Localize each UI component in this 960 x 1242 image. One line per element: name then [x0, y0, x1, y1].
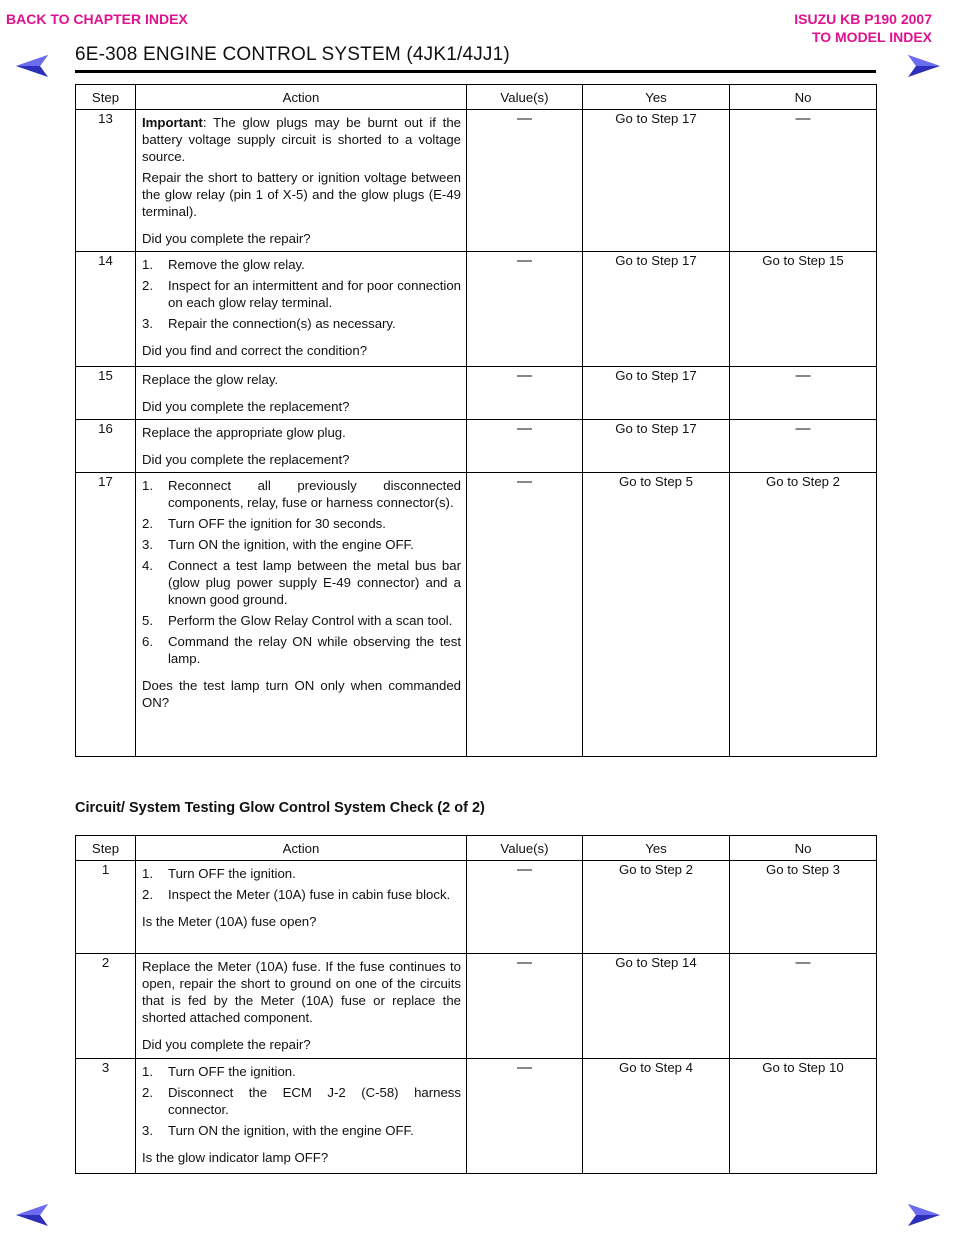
yes-cell: Go to Step 17 [583, 420, 730, 473]
model-title: ISUZU KB P190 2007 [794, 11, 932, 27]
list-item [142, 1122, 461, 1139]
column-header-yes: Yes [583, 836, 730, 861]
list-item-number: 1. [142, 257, 153, 272]
header-divider [75, 70, 876, 73]
list-item-number: 1. [142, 866, 153, 881]
previous-page-arrow-icon[interactable] [14, 52, 50, 80]
column-header-no: No [730, 85, 877, 110]
action-question: Did you find and correct the condition? [142, 343, 368, 358]
list-item [142, 1063, 461, 1080]
section-title: Circuit/ System Testing Glow Control System Check (2 of 2) [75, 800, 485, 816]
next-page-arrow-icon[interactable] [906, 52, 942, 80]
table-row [76, 420, 877, 473]
list-item-text: Turn OFF the ignition. [168, 866, 296, 881]
action-cell [136, 110, 467, 252]
yes-cell: Go to Step 4 [583, 1059, 730, 1174]
table-header-row [76, 836, 877, 861]
step-number: 1 [76, 861, 136, 954]
column-header-step: Step [76, 836, 136, 861]
table-row [76, 367, 877, 420]
action-question: Is the glow indicator lamp OFF? [142, 1150, 329, 1165]
yes-cell: Go to Step 5 [583, 473, 730, 757]
no-cell [730, 110, 877, 252]
action-steps-list [142, 256, 461, 332]
list-item-text: Reconnect all previously disconnected components, relay, fuse or harness connector(s). [168, 478, 461, 510]
list-item-text: Remove the glow relay. [168, 257, 305, 272]
action-question: Does the test lamp turn ON only when commanded ON? [142, 678, 461, 710]
list-item-text: Disconnect the ECM J-2 (C-58) harness connector. [168, 1085, 461, 1117]
list-item-text: Turn ON the ignition, with the engine OFF. [168, 1123, 414, 1138]
action-cell [136, 367, 467, 420]
list-item-number: 2. [142, 278, 153, 293]
step-number: 3 [76, 1059, 136, 1174]
list-item [142, 277, 461, 311]
back-to-chapter-index-link[interactable]: BACK TO CHAPTER INDEX [6, 11, 188, 27]
column-header-action: Action [136, 836, 467, 861]
no-value: — [795, 110, 811, 127]
column-header-values: Value(s) [467, 85, 583, 110]
value-cell: — [467, 473, 583, 757]
no-cell [730, 954, 877, 1059]
yes-cell: Go to Step 17 [583, 110, 730, 252]
table-row [76, 252, 877, 367]
list-item-number: 4. [142, 558, 153, 573]
no-value: — [795, 367, 811, 384]
yes-cell: Go to Step 14 [583, 954, 730, 1059]
list-item [142, 1084, 461, 1118]
list-item [142, 557, 461, 608]
column-header-action: Action [136, 85, 467, 110]
column-header-values: Value(s) [467, 836, 583, 861]
no-value: — [795, 954, 811, 971]
action-cell [136, 954, 467, 1059]
list-item [142, 256, 461, 273]
yes-cell: Go to Step 2 [583, 861, 730, 954]
action-paragraph: Replace the Meter (10A) fuse. If the fuse continues to open, repair the short to ground on one of the circuits that is fed by the Meter (10A) fuse or replace the shorted attached component. [142, 959, 461, 1025]
list-item-number: 5. [142, 613, 153, 628]
previous-page-arrow-icon[interactable] [14, 1201, 50, 1229]
list-item-text: Inspect for an intermittent and for poor connection on each glow relay terminal. [168, 278, 461, 310]
no-value: — [795, 420, 811, 437]
no-cell [730, 367, 877, 420]
table-row [76, 861, 877, 954]
value-cell: — [467, 252, 583, 367]
action-question: Did you complete the repair? [142, 231, 311, 246]
list-item-number: 2. [142, 1085, 153, 1100]
list-item [142, 612, 461, 629]
value-cell: — [467, 110, 583, 252]
list-item-number: 1. [142, 1064, 153, 1079]
diagnostic-table-1 [75, 84, 877, 757]
list-item-number: 3. [142, 537, 153, 552]
value-cell: — [467, 367, 583, 420]
next-page-arrow-icon[interactable] [906, 1201, 942, 1229]
list-item-text: Repair the connection(s) as necessary. [168, 316, 396, 331]
action-question: Did you complete the replacement? [142, 399, 350, 414]
action-cell [136, 252, 467, 367]
no-cell: Go to Step 2 [730, 473, 877, 757]
action-paragraph: Replace the appropriate glow plug. [142, 425, 346, 440]
page-title: 6E-308 ENGINE CONTROL SYSTEM (4JK1/4JJ1) [75, 44, 510, 65]
list-item-text: Inspect the Meter (10A) fuse in cabin fuse block. [168, 887, 451, 902]
no-cell: Go to Step 3 [730, 861, 877, 954]
step-number: 15 [76, 367, 136, 420]
diagnostic-table-2 [75, 835, 877, 1174]
yes-cell: Go to Step 17 [583, 252, 730, 367]
list-item-number: 2. [142, 887, 153, 902]
list-item-number: 6. [142, 634, 153, 649]
step-number: 16 [76, 420, 136, 473]
list-item-text: Connect a test lamp between the metal bus bar (glow plug power supply E-49 connector) and a known good ground. [168, 558, 461, 607]
step-number: 14 [76, 252, 136, 367]
list-item-number: 3. [142, 1123, 153, 1138]
step-number: 2 [76, 954, 136, 1059]
list-item [142, 515, 461, 532]
action-question: Did you complete the replacement? [142, 452, 350, 467]
column-header-step: Step [76, 85, 136, 110]
table-row [76, 110, 877, 252]
list-item-text: Turn OFF the ignition. [168, 1064, 296, 1079]
list-item [142, 886, 461, 903]
table-header-row [76, 85, 877, 110]
list-item [142, 633, 461, 667]
value-cell: — [467, 1059, 583, 1174]
action-cell [136, 420, 467, 473]
no-cell: Go to Step 15 [730, 252, 877, 367]
column-header-yes: Yes [583, 85, 730, 110]
important-label: Important [142, 115, 203, 130]
action-steps-list [142, 477, 461, 667]
no-cell: Go to Step 10 [730, 1059, 877, 1174]
list-item [142, 536, 461, 553]
list-item-text: Turn OFF the ignition for 30 seconds. [168, 516, 386, 531]
action-paragraph: Replace the glow relay. [142, 372, 279, 387]
list-item [142, 865, 461, 882]
action-steps-list [142, 865, 461, 903]
action-steps-list [142, 1063, 461, 1139]
list-item [142, 477, 461, 511]
list-item [142, 315, 461, 332]
list-item-text: Perform the Glow Relay Control with a scan tool. [168, 613, 453, 628]
action-question: Did you complete the repair? [142, 1037, 311, 1052]
to-model-index-link[interactable]: TO MODEL INDEX [811, 29, 932, 45]
action-cell [136, 473, 467, 757]
table-row [76, 473, 877, 757]
no-cell [730, 420, 877, 473]
step-number: 17 [76, 473, 136, 757]
table-row [76, 1059, 877, 1174]
column-header-no: No [730, 836, 877, 861]
step-number: 13 [76, 110, 136, 252]
important-text: : The glow plugs may be burnt out if the battery voltage supply circuit is shorted to a voltage source. [142, 115, 461, 164]
table-row [76, 954, 877, 1059]
action-cell [136, 1059, 467, 1174]
list-item-number: 1. [142, 478, 153, 493]
list-item-number: 2. [142, 516, 153, 531]
value-cell: — [467, 420, 583, 473]
action-question: Is the Meter (10A) fuse open? [142, 914, 317, 929]
action-cell [136, 861, 467, 954]
yes-cell: Go to Step 17 [583, 367, 730, 420]
value-cell: — [467, 861, 583, 954]
list-item-text: Turn ON the ignition, with the engine OFF. [168, 537, 414, 552]
list-item-number: 3. [142, 316, 153, 331]
important-note [142, 114, 461, 165]
value-cell: — [467, 954, 583, 1059]
action-paragraph: Repair the short to battery or ignition voltage between the glow relay (pin 1 of X-5) and the glow plugs (E-49 terminal). [142, 170, 461, 219]
list-item-text: Command the relay ON while observing the test lamp. [168, 634, 461, 666]
